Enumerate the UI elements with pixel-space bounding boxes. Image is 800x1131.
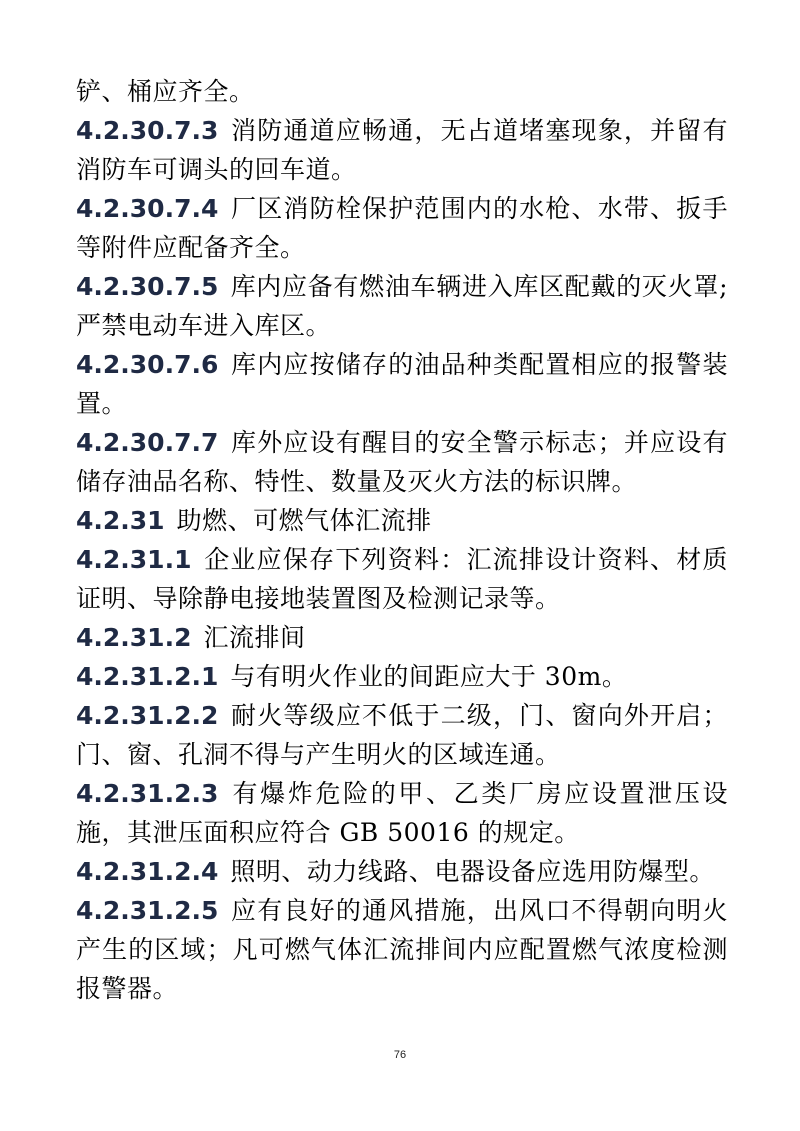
clause-number: 4.2.30.7.3 — [76, 116, 219, 145]
clause-number: 4.2.31.1 — [76, 545, 192, 574]
paragraph — [76, 852, 728, 891]
paragraph — [76, 267, 728, 345]
clause-text: 照明、动力线路、电器设备应选用防爆型。 — [230, 857, 715, 886]
clause-number: 4.2.31.2.4 — [76, 857, 219, 886]
clause-text: 汇流排间 — [203, 623, 306, 652]
clause-number: 4.2.31.2.1 — [76, 662, 219, 691]
clause-number: 4.2.31.2.5 — [76, 896, 219, 925]
clause-text: 库内应备有燃油车辆进入库区配戴的灭火罩;严禁电动车进入库区。 — [76, 272, 728, 340]
clause-number: 4.2.31.2.3 — [76, 779, 219, 808]
section-heading — [76, 618, 728, 657]
clause-text: 企业应保存下列资料：汇流排设计资料、材质证明、导除静电接地装置图及检测记录等。 — [76, 545, 728, 613]
page-number: 76 — [393, 1049, 407, 1061]
clause-text: 有爆炸危险的甲、乙类厂房应设置泄压设施，其泄压面积应符合 GB 50016 的规定。 — [76, 779, 728, 847]
clause-text: 消防通道应畅通，无占道堵塞现象，并留有消防车可调头的回车道。 — [76, 116, 728, 184]
clause-number: 4.2.30.7.7 — [76, 428, 219, 457]
paragraph — [76, 696, 728, 774]
paragraph — [76, 111, 728, 189]
paragraph — [76, 423, 728, 501]
clause-text: 应有良好的通风措施，出风口不得朝向明火产生的区域；凡可燃气体汇流排间内应配置燃气浓度检测报警器。 — [76, 896, 728, 1003]
clause-number: 4.2.31.2 — [76, 623, 192, 652]
clause-text: 库外应设有醒目的安全警示标志；并应设有储存油品名称、特性、数量及灭火方法的标识牌。 — [76, 428, 728, 496]
paragraph — [76, 657, 728, 696]
section-heading — [76, 501, 728, 540]
clause-number: 4.2.30.7.5 — [76, 272, 219, 301]
clause-text: 铲、桶应齐全。 — [76, 77, 255, 106]
clause-text: 与有明火作业的间距应大于 30m。 — [230, 662, 628, 691]
clause-number: 4.2.31 — [76, 506, 165, 535]
paragraph — [76, 540, 728, 618]
paragraph — [76, 189, 728, 267]
clause-number: 4.2.31.2.2 — [76, 701, 219, 730]
clause-text: 耐火等级应不低于二级，门、窗向外开启；门、窗、孔洞不得与产生明火的区域连通。 — [76, 701, 728, 769]
clause-text: 厂区消防栓保护范围内的水枪、水带、扳手等附件应配备齐全。 — [76, 194, 728, 262]
clause-number: 4.2.30.7.4 — [76, 194, 219, 223]
clause-number: 4.2.30.7.6 — [76, 350, 219, 379]
paragraph — [76, 891, 728, 1008]
clause-text: 库内应按储存的油品种类配置相应的报警装置。 — [76, 350, 728, 418]
paragraph — [76, 774, 728, 852]
paragraph — [76, 345, 728, 423]
clause-text: 助燃、可燃气体汇流排 — [176, 506, 432, 535]
document-body — [76, 72, 728, 1008]
paragraph — [76, 72, 728, 111]
